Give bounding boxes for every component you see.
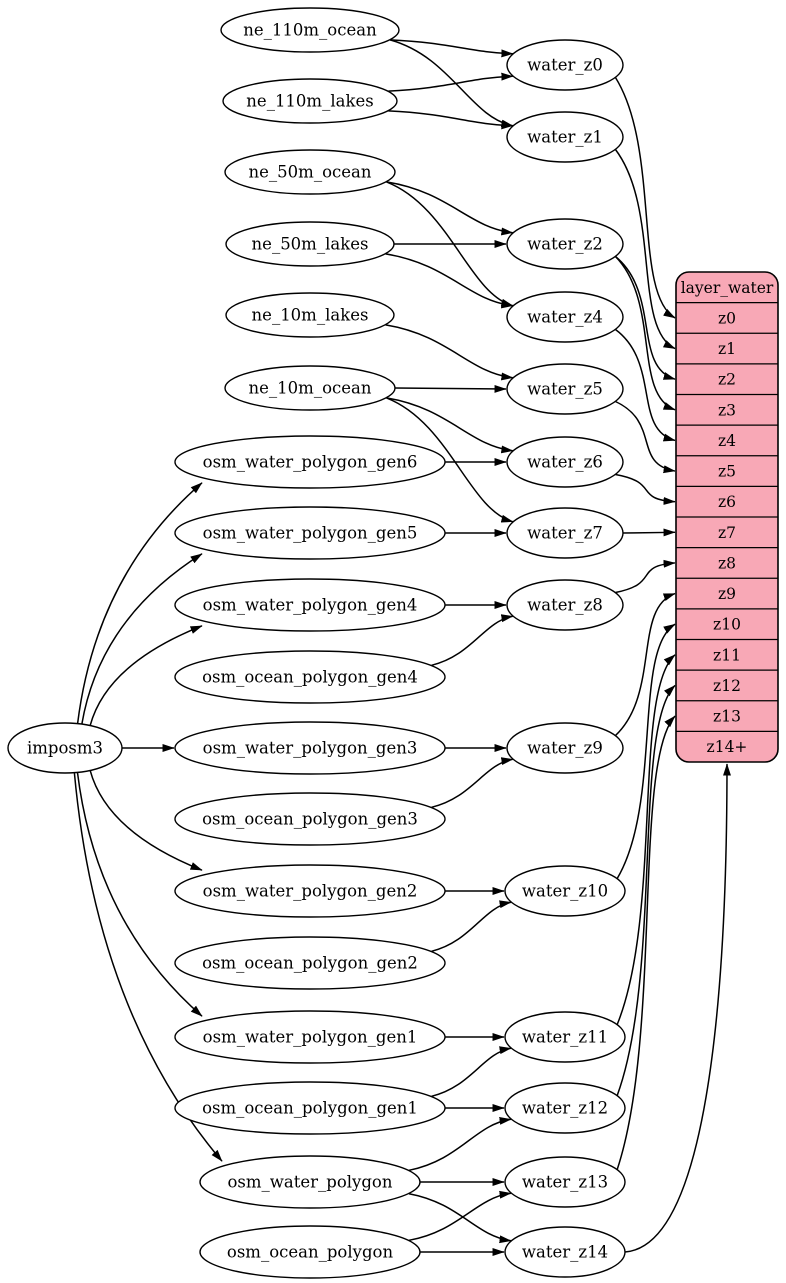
node-water_z10 xyxy=(505,866,625,916)
record-row-z2: z2 xyxy=(717,370,737,389)
node-label-osm_ocean_polygon_gen3: osm_ocean_polygon_gen3 xyxy=(202,809,418,829)
node-label-osm_water_polygon_gen4: osm_water_polygon_gen4 xyxy=(202,595,418,615)
node-label-ne_10m_lakes: ne_10m_lakes xyxy=(251,305,369,325)
node-label-osm_water_polygon_gen6: osm_water_polygon_gen6 xyxy=(202,452,418,472)
edge-imposm3-to-osm_water_polygon_gen5 xyxy=(82,554,202,724)
node-water_z9 xyxy=(507,723,623,773)
node-osm_ocean_polygon_gen4 xyxy=(175,651,445,703)
edge-water_z13-to-z13 xyxy=(617,716,675,1169)
record-row-z11: z11 xyxy=(713,646,741,665)
record-row-z5: z5 xyxy=(717,462,737,481)
node-water_z1 xyxy=(507,112,623,162)
node-ne_110m_lakes xyxy=(223,79,397,123)
edge-ne_10m_ocean-to-water_z5 xyxy=(395,388,506,389)
edge-water_z2-to-z2 xyxy=(615,257,675,380)
edge-ne_50m_ocean-to-water_z2 xyxy=(387,182,513,233)
node-label-osm_ocean_polygon: osm_ocean_polygon xyxy=(226,1242,394,1262)
record-row-z14+: z14+ xyxy=(706,738,748,757)
edge-ne_10m_ocean-to-water_z6 xyxy=(387,398,513,451)
record-header: layer_water xyxy=(680,278,774,297)
node-label-ne_50m_lakes: ne_50m_lakes xyxy=(251,234,369,254)
record-row-z12: z12 xyxy=(713,676,741,695)
node-water_z5 xyxy=(507,364,623,414)
edge-ne_10m_lakes-to-water_z5 xyxy=(386,325,513,378)
node-label-water_z7: water_z7 xyxy=(527,523,603,543)
record-row-z0: z0 xyxy=(717,309,737,328)
edge-water_z6-to-z6 xyxy=(615,475,675,502)
edge-water_z14-to-z14+ xyxy=(625,764,727,1252)
edge-osm_water_polygon-to-water_z12 xyxy=(409,1119,511,1170)
node-water_z7 xyxy=(507,508,623,558)
node-label-osm_water_polygon: osm_water_polygon xyxy=(227,1172,393,1192)
node-water_z8 xyxy=(507,580,623,630)
edge-osm_ocean_polygon-to-water_z13 xyxy=(409,1193,511,1240)
node-imposm3 xyxy=(8,723,122,773)
node-water_z6 xyxy=(507,437,623,487)
node-label-ne_110m_ocean: ne_110m_ocean xyxy=(243,20,377,40)
node-label-water_z5: water_z5 xyxy=(527,379,603,399)
nodes-layer xyxy=(8,8,625,1278)
node-label-water_z4: water_z4 xyxy=(527,307,603,327)
edge-water_z11-to-z11 xyxy=(617,655,675,1025)
node-osm_ocean_polygon_gen3 xyxy=(175,793,445,845)
node-label-osm_water_polygon_gen5: osm_water_polygon_gen5 xyxy=(202,523,418,543)
node-osm_water_polygon_gen2 xyxy=(175,865,445,917)
node-ne_10m_ocean xyxy=(225,366,395,410)
node-label-water_z8: water_z8 xyxy=(527,595,603,615)
record-row-z13: z13 xyxy=(713,707,741,726)
node-water_z14 xyxy=(505,1227,625,1277)
edges-layer xyxy=(74,40,727,1252)
node-ne_10m_lakes xyxy=(226,293,394,337)
node-label-osm_ocean_polygon_gen4: osm_ocean_polygon_gen4 xyxy=(202,667,418,687)
node-water_z0 xyxy=(507,40,623,90)
node-label-ne_110m_lakes: ne_110m_lakes xyxy=(246,91,374,111)
node-ne_110m_ocean xyxy=(221,8,399,52)
layer-water-record xyxy=(676,272,778,762)
node-label-water_z9: water_z9 xyxy=(527,738,603,758)
edge-osm_ocean_polygon_gen4-to-water_z8 xyxy=(432,616,513,665)
node-label-osm_water_polygon_gen3: osm_water_polygon_gen3 xyxy=(202,738,418,758)
edge-water_z8-to-z8 xyxy=(615,563,675,593)
node-water_z11 xyxy=(505,1012,625,1062)
node-ne_50m_ocean xyxy=(225,150,395,194)
edge-osm_water_polygon-to-water_z14 xyxy=(409,1194,511,1241)
record-row-z6: z6 xyxy=(717,493,737,512)
node-water_z12 xyxy=(505,1083,625,1133)
node-label-ne_50m_ocean: ne_50m_ocean xyxy=(248,162,372,182)
node-osm_water_polygon xyxy=(200,1156,420,1208)
node-label-water_z11: water_z11 xyxy=(521,1027,609,1047)
node-label-osm_water_polygon_gen2: osm_water_polygon_gen2 xyxy=(202,881,418,901)
record-row-z4: z4 xyxy=(717,431,737,450)
node-label-water_z1: water_z1 xyxy=(527,127,603,147)
edge-water_z9-to-z9 xyxy=(615,594,675,736)
node-label-osm_ocean_polygon_gen1: osm_ocean_polygon_gen1 xyxy=(202,1098,418,1118)
node-label-water_z2: water_z2 xyxy=(527,234,603,254)
record-row-z3: z3 xyxy=(717,401,737,420)
node-osm_water_polygon_gen5 xyxy=(175,507,445,559)
node-osm_ocean_polygon xyxy=(200,1226,420,1278)
record-row-z8: z8 xyxy=(717,554,737,573)
node-water_z2 xyxy=(507,219,623,269)
node-label-water_z14: water_z14 xyxy=(521,1242,609,1262)
node-osm_water_polygon_gen1 xyxy=(175,1011,445,1063)
node-label-water_z12: water_z12 xyxy=(521,1098,609,1118)
record-row-z9: z9 xyxy=(717,585,737,604)
node-osm_water_polygon_gen6 xyxy=(175,436,445,488)
node-label-water_z0: water_z0 xyxy=(527,55,603,75)
node-osm_ocean_polygon_gen2 xyxy=(175,937,445,989)
record-row-z10: z10 xyxy=(713,615,741,634)
record-row-z7: z7 xyxy=(717,523,737,542)
node-label-osm_water_polygon_gen1: osm_water_polygon_gen1 xyxy=(202,1027,418,1047)
node-osm_ocean_polygon_gen1 xyxy=(175,1082,445,1134)
node-label-imposm3: imposm3 xyxy=(26,738,104,758)
node-osm_water_polygon_gen4 xyxy=(175,579,445,631)
edge-osm_ocean_polygon_gen2-to-water_z10 xyxy=(432,902,512,951)
node-label-water_z13: water_z13 xyxy=(521,1172,609,1192)
node-label-water_z6: water_z6 xyxy=(527,452,603,472)
edge-osm_ocean_polygon_gen3-to-water_z9 xyxy=(432,759,513,807)
node-water_z4 xyxy=(507,292,623,342)
node-water_z13 xyxy=(505,1157,625,1207)
edge-water_z0-to-z0 xyxy=(615,78,675,318)
node-osm_water_polygon_gen3 xyxy=(175,722,445,774)
record-row-z1: z1 xyxy=(717,340,737,359)
edge-water_z7-to-z7 xyxy=(623,532,675,533)
node-label-ne_10m_ocean: ne_10m_ocean xyxy=(248,378,372,398)
node-label-water_z10: water_z10 xyxy=(521,881,609,901)
edge-water_z4-to-z4 xyxy=(615,330,675,441)
edge-ne_50m_lakes-to-water_z4 xyxy=(386,254,513,306)
node-label-osm_ocean_polygon_gen2: osm_ocean_polygon_gen2 xyxy=(202,953,418,973)
edge-osm_ocean_polygon_gen1-to-water_z11 xyxy=(432,1048,512,1096)
node-ne_50m_lakes xyxy=(226,222,394,266)
